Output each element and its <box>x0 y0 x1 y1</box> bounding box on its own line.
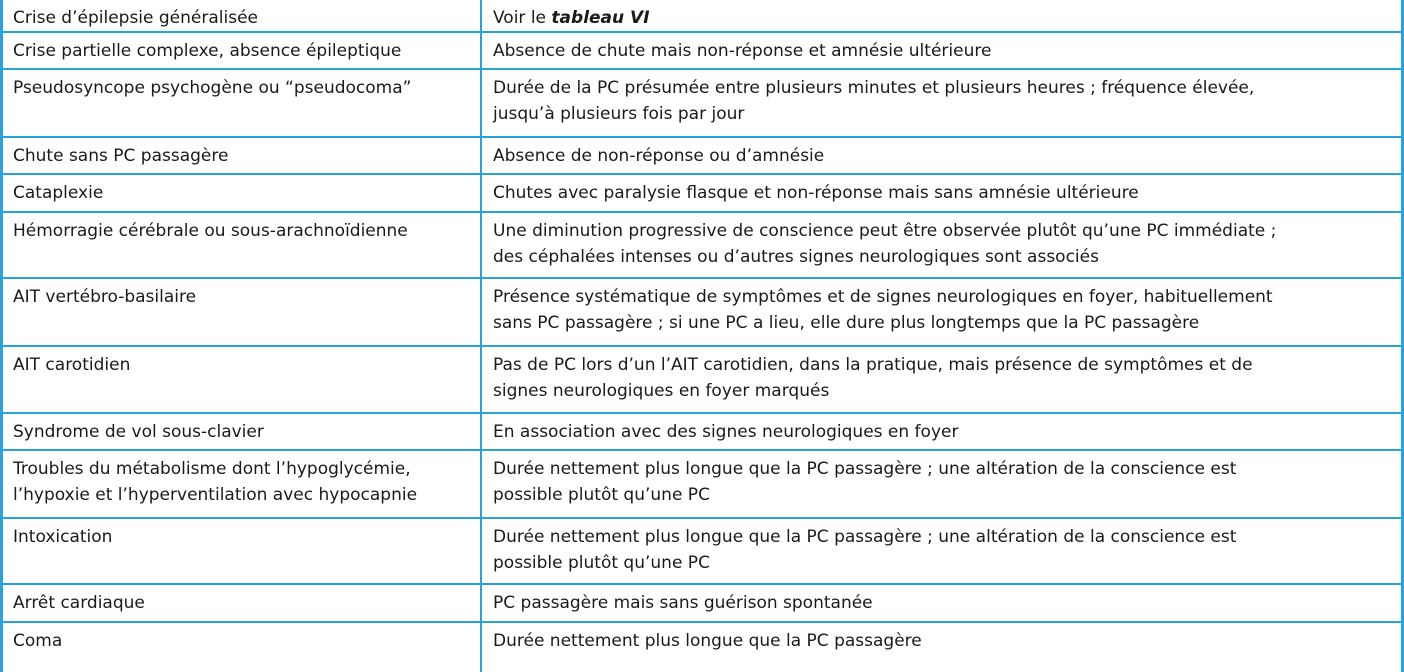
description-text: PC passagère mais sans guérison spontanée <box>493 593 873 613</box>
description-text: jusqu’à plusieurs fois par jour <box>493 104 745 124</box>
description-cell <box>482 451 1401 517</box>
table-row <box>3 519 1401 585</box>
description-cell <box>482 519 1401 583</box>
table-row <box>3 451 1401 519</box>
description-text: possible plutôt qu’une PC <box>493 485 710 505</box>
condition-text: Crise partielle complexe, absence épileptique <box>13 41 402 61</box>
description-cell <box>482 175 1401 211</box>
description-cell <box>482 585 1401 621</box>
condition-cell <box>3 451 482 517</box>
condition-text: Cataplexie <box>13 183 104 203</box>
condition-cell <box>3 414 482 449</box>
table-row <box>3 70 1401 138</box>
condition-text: Troubles du métabolisme dont l’hypoglycémie, <box>13 459 411 479</box>
description-text: Durée de la PC présumée entre plusieurs minutes et plusieurs heures ; fréquence élevée, <box>493 78 1255 98</box>
description-text: Durée nettement plus longue que la PC passagère ; une altération de la conscience est <box>493 459 1237 479</box>
condition-cell <box>3 585 482 621</box>
condition-cell <box>3 279 482 345</box>
condition-text: Hémorragie cérébrale ou sous-arachnoïdienne <box>13 221 408 241</box>
description-text: Une diminution progressive de conscience peut être observée plutôt qu’une PC immédiate ; <box>493 221 1277 241</box>
condition-text: l’hypoxie et l’hyperventilation avec hypocapnie <box>13 485 418 505</box>
condition-cell <box>3 138 482 173</box>
description-cell <box>482 33 1401 68</box>
condition-text: Pseudosyncope psychogène ou “pseudocoma” <box>13 78 412 98</box>
condition-text: Intoxication <box>13 527 113 547</box>
description-cell <box>482 347 1401 412</box>
description-text: possible plutôt qu’une PC <box>493 553 710 573</box>
description-text: En association avec des signes neurologiques en foyer <box>493 422 959 442</box>
table-row <box>3 414 1401 451</box>
description-cell <box>482 0 1401 31</box>
description-text: Chutes avec paralysie flasque et non-réponse mais sans amnésie ultérieure <box>493 183 1139 203</box>
description-text: Pas de PC lors d’un l’AIT carotidien, dans la pratique, mais présence de symptômes et de <box>493 355 1253 375</box>
condition-cell <box>3 175 482 211</box>
condition-text: Crise d’épilepsie généralisée <box>13 8 258 28</box>
description-text: Absence de chute mais non-réponse et amnésie ultérieure <box>493 41 992 61</box>
description-cell <box>482 138 1401 173</box>
table-row <box>3 585 1401 623</box>
table-row <box>3 33 1401 70</box>
description-text: signes neurologiques en foyer marqués <box>493 381 830 401</box>
condition-text: AIT vertébro-basilaire <box>13 287 197 307</box>
condition-text: Syndrome de vol sous-clavier <box>13 422 264 442</box>
condition-text: Chute sans PC passagère <box>13 146 229 166</box>
condition-cell <box>3 70 482 136</box>
description-text: Voir le <box>493 8 552 28</box>
condition-cell <box>3 33 482 68</box>
table-row <box>3 138 1401 175</box>
condition-cell <box>3 519 482 583</box>
table-row <box>3 213 1401 279</box>
condition-cell <box>3 213 482 277</box>
description-cell <box>482 279 1401 345</box>
condition-cell <box>3 0 482 31</box>
condition-text: Coma <box>13 631 63 651</box>
condition-text: Arrêt cardiaque <box>13 593 145 613</box>
table-row <box>3 0 1401 33</box>
condition-cell <box>3 347 482 412</box>
description-text: Absence de non-réponse ou d’amnésie <box>493 146 825 166</box>
description-cell <box>482 70 1401 136</box>
description-text: des céphalées intenses ou d’autres signes neurologiques sont associés <box>493 247 1099 267</box>
description-text: Durée nettement plus longue que la PC passagère ; une altération de la conscience est <box>493 527 1237 547</box>
description-cell <box>482 213 1401 277</box>
description-cell <box>482 414 1401 449</box>
table-row <box>3 279 1401 347</box>
table-reference: tableau VI <box>551 8 650 28</box>
description-text: Durée nettement plus longue que la PC passagère <box>493 631 922 651</box>
condition-text: AIT carotidien <box>13 355 131 375</box>
description-cell <box>482 623 1401 672</box>
description-text: sans PC passagère ; si une PC a lieu, elle dure plus longtemps que la PC passagère <box>493 313 1200 333</box>
table-row <box>3 175 1401 213</box>
description-text: Présence systématique de symptômes et de signes neurologiques en foyer, habituellement <box>493 287 1273 307</box>
table-row <box>3 623 1401 672</box>
condition-cell <box>3 623 482 672</box>
table-row <box>3 347 1401 414</box>
